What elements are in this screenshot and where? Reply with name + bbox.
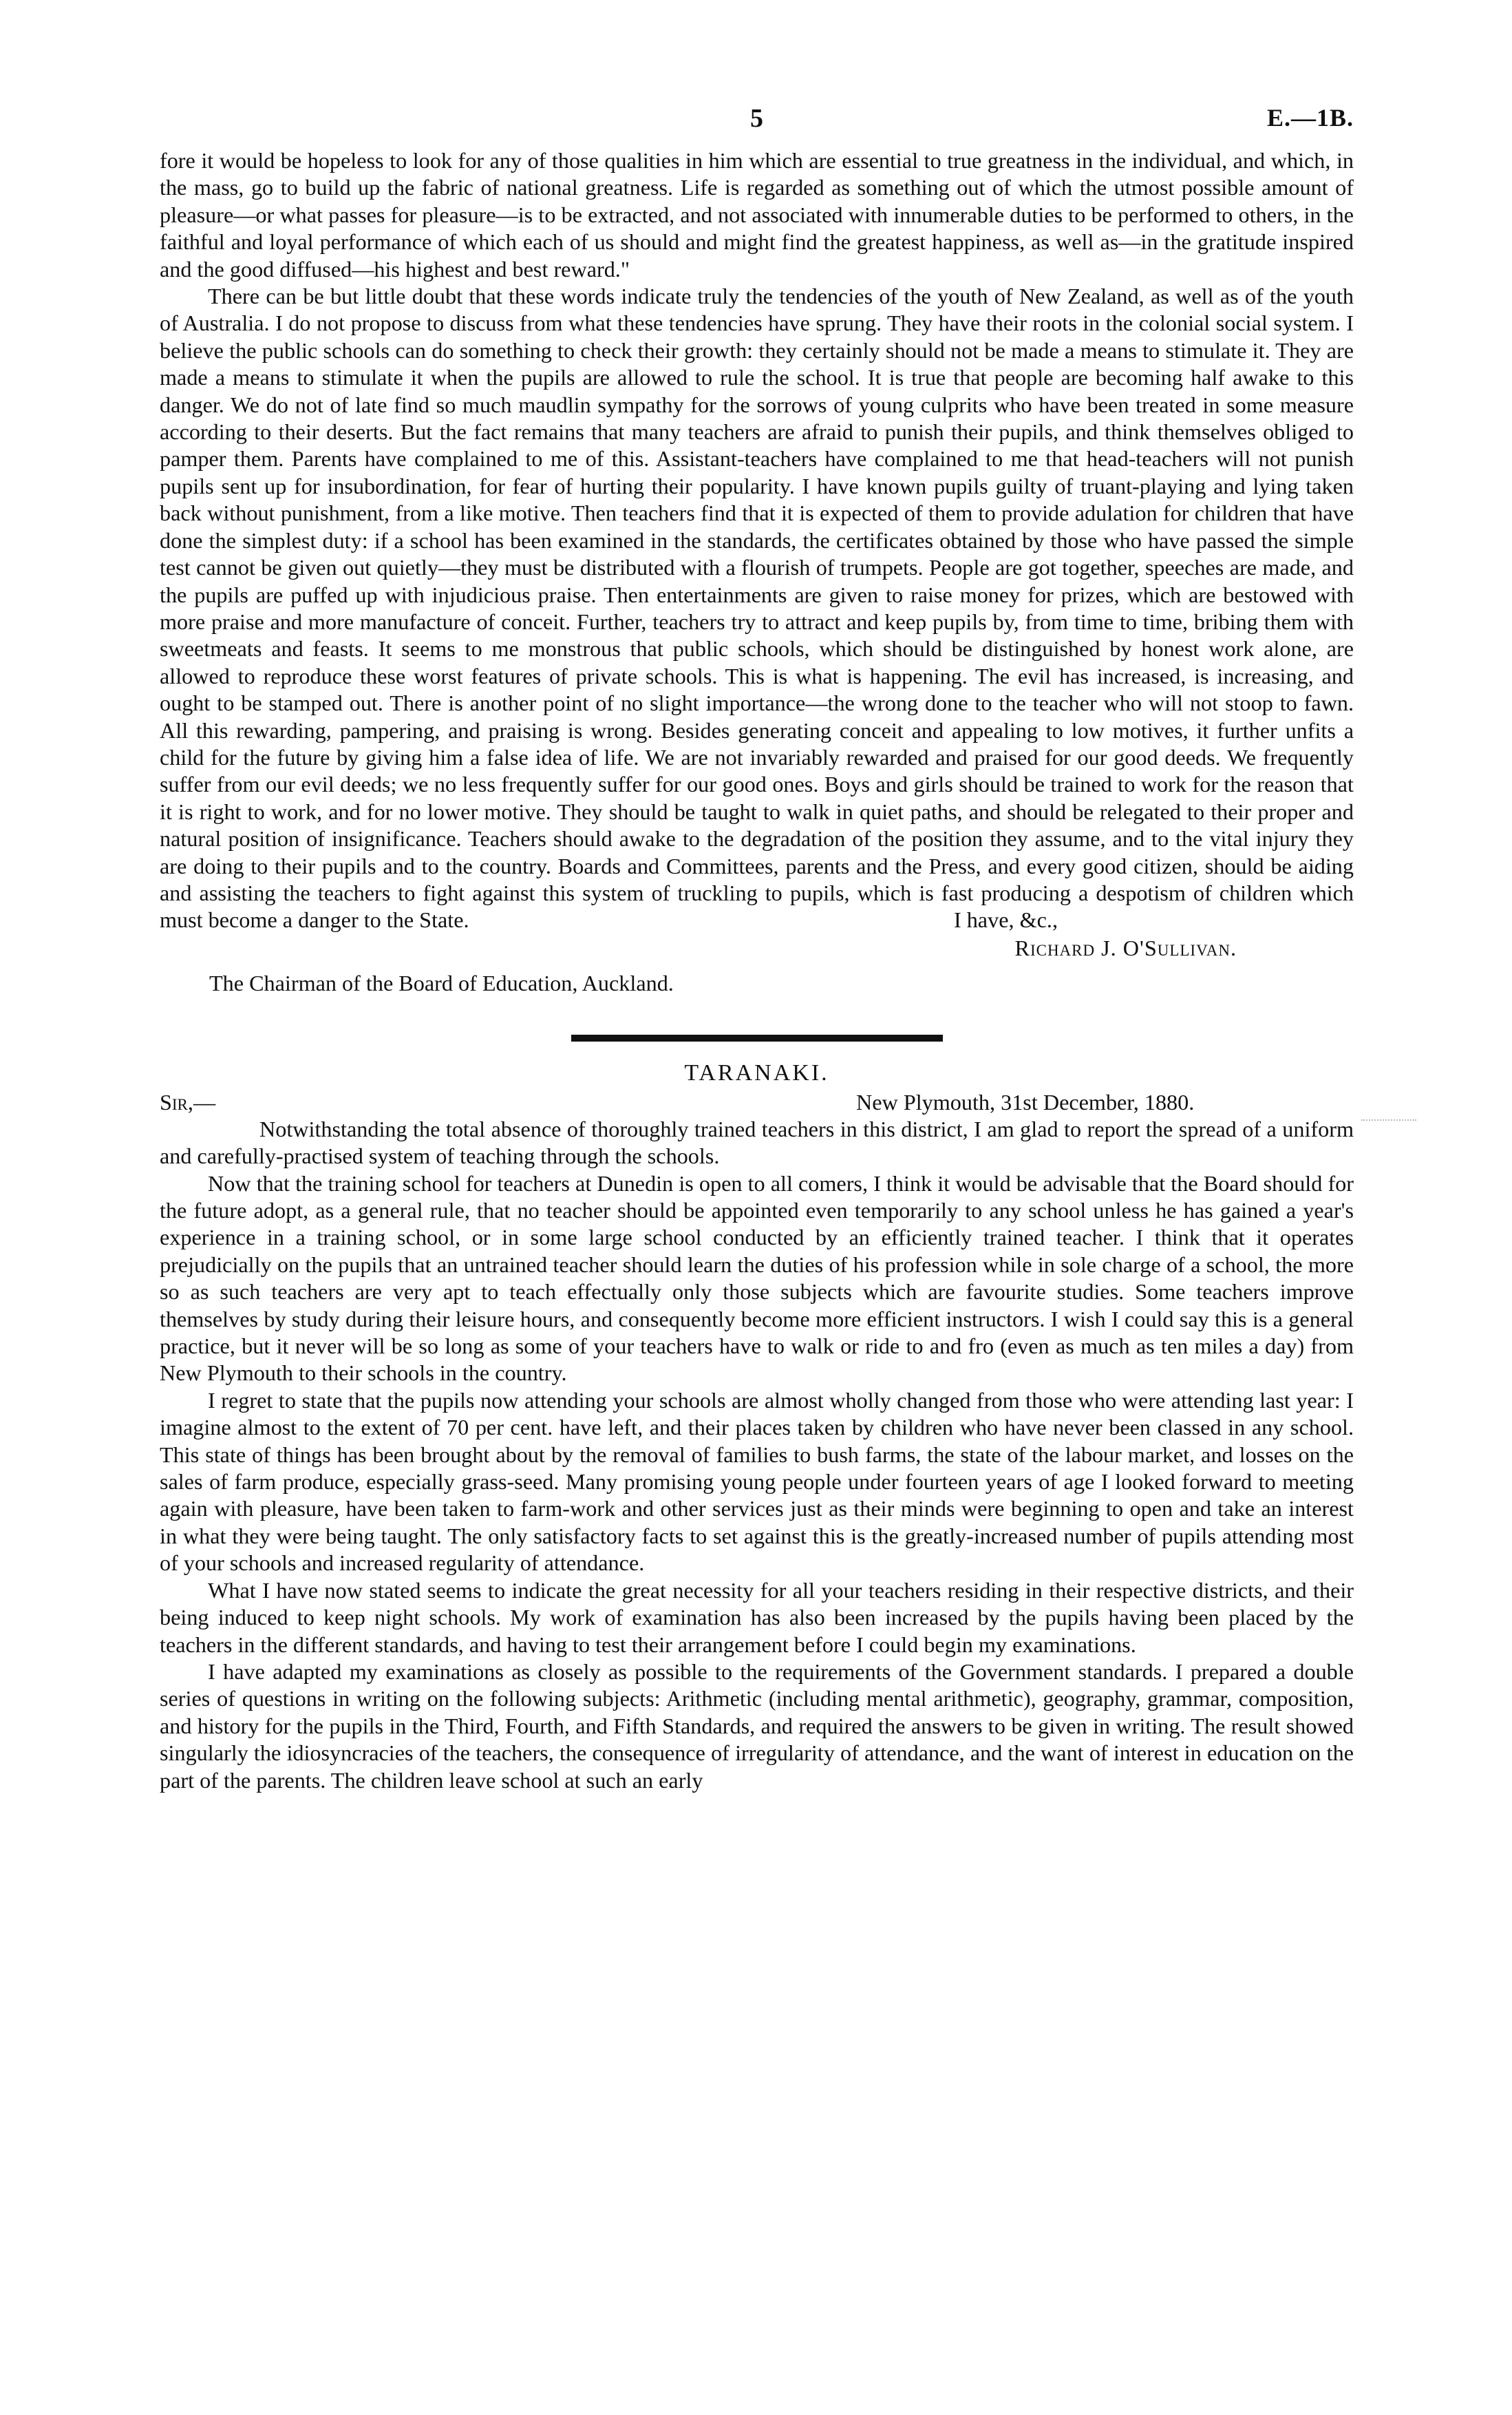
paragraph: I regret to state that the pupils now attending your schools are almost wholly changed from those who were attending last year: I imagine almost to the extent of 70 per cent. have left, and their places taken by children who have never been classed in any school. This state of things has been brought about by the removal of families to bush farms, the state of the labour market, and losses on the sales of farm produce, especially grass-seed. Many promising young people under fourteen years of age I looked forward to meeting again with pleasure, have been taken to farm-work and other services just as their minds were beginning to open and take an interest in what they were being taught. The only satisfactory facts to set against this is the greatly-increased number of pupils attending most of your schools and increased regularity of attendance. <box>160 1387 1354 1576</box>
section-title: TARANAKI. <box>684 1059 829 1086</box>
paragraph: Notwithstanding the total absence of thoroughly trained teachers in this district, I am glad to report the spread of a uniform and carefully-practised system of teaching through the schools. <box>160 1116 1354 1169</box>
margin-pencil-mark <box>1361 1119 1416 1121</box>
signature: Richard J. O'Sullivan. <box>1014 935 1237 960</box>
dateline: New Plymouth, 31st December, 1880. <box>856 1089 1195 1115</box>
closing-text: I have, &c., <box>953 907 1058 933</box>
series-reference: E.—1B. <box>1266 104 1354 131</box>
auckland-letter-body <box>160 147 1354 934</box>
paragraph: There can be but little doubt that these words indicate truly the tendencies of the youth of New Zealand, as well as of the youth of Australia. I do not propose to discuss from what these tendencies have sprung. They have their roots in the colonial social system. I believe the public schools can do something to check their growth: they certainly should not be made a means to stimulate it. They are made a means to stimulate it when the pupils are allowed to rule the school. It is true that people are becoming half awake to this danger. We do not of late find so much maudlin sympathy for the sorrows of young culprits who have been treated in some measure according to their deserts. But the fact remains that many teachers are afraid to punish their pupils, and think themselves obliged to pamper them. Parents have complained to me of this. Assistant-teachers have complained to me that head-teachers will not punish pupils sent up for insubordination, for fear of hurting their popularity. I have known pupils guilty of truant-playing and lying taken back without punishment, from a like motive. Then teachers find that it is expected of them to provide adulation for children that have done the simplest duty: if a school has been examined in the standards, the certificates obtained by those who have passed the simple test cannot be given out quietly—they must be distributed with a flourish of trumpets. People are got together, speeches are made, and the pupils are puffed up with injudicious praise. Then entertainments are given to raise money for prizes, which are bestowed with more praise and more manufacture of conceit. Further, teachers try to attract and keep pupils by, from time to time, bribing them with sweetmeats and feasts. It seems to me monstrous that public schools, which should be distinguished by honest work alone, are allowed to reproduce these worst features of private schools. This is what is happening. The evil has increased, is increasing, and ought to be stamped out. There is another point of no slight importance—the wrong done to the teacher who will not stoop to fawn. All this rewarding, pampering, and praising is wrong. Besides generating conceit and appealing to low motives, it further unfits a child for the future by giving him a false idea of life. We are not invariably rewarded and praised for our good deeds. We frequently suffer from our evil deeds; we no less frequently suffer for our good ones. Boys and girls should be trained to work for the reason that it is right to work, and for no lower motive. They should be taught to walk in quiet paths, and should be relegated to their proper and natural position of insignificance. Teachers should awake to the degradation of the position they assume, and to the vital injury they are doing to their pupils and to the country. Boards and Committees, parents and the Press, and every good citizen, should be aiding and assisting the teachers to fight against this system of truckling to pupils, which is fast producing a despotism of children which must become a danger to the State. <box>160 284 1354 933</box>
taranaki-letter-body <box>160 1116 1354 1794</box>
section-divider-rule <box>571 1035 943 1042</box>
paragraph: What I have now stated seems to indicate the great necessity for all your teachers residing in their respective districts, and their being induced to keep night schools. My work of examination has also been increased by the pupils having been placed by the teachers in the different standards, and having to test their arrangement before I could begin my examinations. <box>160 1577 1354 1657</box>
salutation-row <box>160 1088 1354 1116</box>
paragraph: I have adapted my examinations as closely as possible to the requirements of the Government standards. I prepared a double series of questions in writing on the following subjects: Arithmetic (including mental arithmetic), geography, grammar, composition, and history for the pupils in the Third, Fourth, and Fifth Standards, and required the answers to be given in writing. The result showed singularly the idiosyncracies of the teachers, the consequence of irregularity of attendance, and the want of interest in education on the part of the parents. The children leave school at such an early <box>160 1658 1354 1793</box>
paragraph: Now that the training school for teachers at Dunedin is open to all comers, I think it would be advisable that the Board should for the future adopt, as a general rule, that no teacher should be appointed even temporarily to any school unless he has gained a year's experience in a training school, or in some large school conducted by an efficiently trained teacher. I think that it operates prejudicially on the pupils that an untrained teacher should learn the duties of his profession while in sole charge of a school, the more so as such teachers are very apt to teach effectually only those subjects which are favourite studies. Some teachers improve themselves by study during their leisure hours, and consequently become more efficient instructors. I wish I could say this is a general practice, but it never will be so long as some of your teachers have to walk or ride to and fro (even as much as ten miles a day) from New Plymouth to their schools in the country. <box>160 1170 1354 1386</box>
paragraph-continuation: fore it would be hopeless to look for any of those qualities in him which are essential to true greatness in the individual, and which, in the mass, go to build up the fabric of national greatness. Life is regarded as something out of which the utmost possible amount of pleasure—or what passes for pleasure—is to be extracted, and not associated with innumerable duties to be performed to others, in the faithful and loyal performance of which each of us should and might find the greatest happiness, as well as—in the gratitude inspired and the good diffused—his highest and best reward." <box>160 148 1354 282</box>
document-page <box>160 103 1354 1794</box>
running-head <box>160 103 1354 145</box>
addressee: The Chairman of the Board of Education, Auckland. <box>209 970 674 995</box>
page-number: 5 <box>750 104 763 133</box>
salutation: Sir,— <box>160 1089 216 1115</box>
